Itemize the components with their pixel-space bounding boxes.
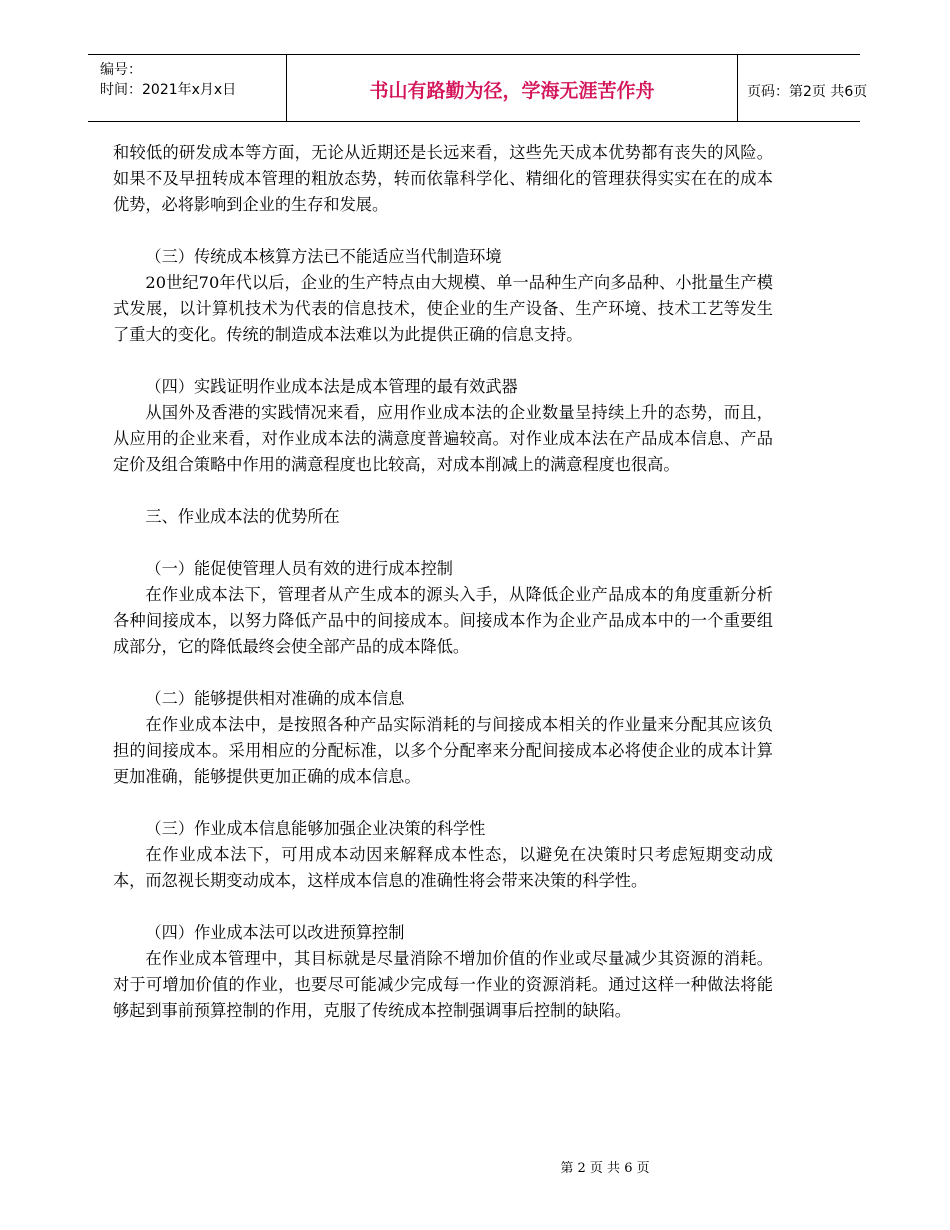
section-heading: （三）传统成本核算方法已不能适应当代制造环境 <box>145 247 502 266</box>
page-header <box>88 54 868 122</box>
body-paragraph: 在作业成本法中，是按照各种产品实际消耗的与间接成本相关的作业量来分配其应该负担的间接成本。采用相应的分配标准，以多个分配率来分配间接成本必将使企业的成本计算更加准确，能够提供更加正确的成本信息。 <box>113 715 773 786</box>
section-heading: 三、作业成本法的优势所在 <box>145 507 340 526</box>
header-right-cell <box>737 55 868 121</box>
section-heading: （四）实践证明作业成本法是成本管理的最有效武器 <box>145 377 518 396</box>
section-heading: （二）能够提供相对准确的成本信息 <box>145 689 405 708</box>
section-heading: （一）能促使管理人员有效的进行成本控制 <box>145 559 453 578</box>
header-motto-cell <box>286 55 738 121</box>
page-footer: 第 2 页 共 6 页 <box>560 1161 650 1176</box>
body-paragraph: 从国外及香港的实践情况来看，应用作业成本法的企业数量呈持续上升的态势，而且，从应用的企业来看，对作业成本法的满意度普遍较高。对作业成本法在产品成本信息、产品定价及组合策略中作用的满意程度也比较高，对成本削减上的满意程度也很高。 <box>113 403 773 474</box>
motto-text: 书山有路勤为径，学海无涯苦作舟 <box>369 80 655 102</box>
time-label: 时间：2021年x月x日 <box>100 82 237 98</box>
body-paragraph: 和较低的研发成本等方面，无论从近期还是长远来看，这些先天成本优势都有丧失的风险。如果不及早扭转成本管理的粗放态势，转而依靠科学化、精细化的管理获得实实在在的成本优势，必将影响到企业的生存和发展。 <box>113 143 773 214</box>
number-label: 编号： <box>100 62 142 78</box>
section-heading: （四）作业成本法可以改进预算控制 <box>145 923 405 942</box>
header-left-cell <box>88 55 286 121</box>
page-code: 页码：第2页 共6页 <box>747 84 868 100</box>
body-paragraph: 在作业成本法下，可用成本动因来解释成本性态，以避免在决策时只考虑短期变动成本，而忽视长期变动成本，这样成本信息的准确性将会带来决策的科学性。 <box>113 845 773 890</box>
body-paragraph: 在作业成本管理中，其目标就是尽量消除不增加价值的作业或尽量减少其资源的消耗。对于可增加价值的作业，也要尽可能减少完成每一作业的资源消耗。通过这样一种做法将能够起到事前预算控制的作用，克服了传统成本控制强调事后控制的缺陷。 <box>113 949 773 1020</box>
body-paragraph: 在作业成本法下，管理者从产生成本的源头入手，从降低企业产品成本的角度重新分析各种间接成本，以努力降低产品中的间接成本。间接成本作为企业产品成本中的一个重要组成部分，它的降低最终会使全部产品的成本降低。 <box>113 585 773 656</box>
body-paragraph: 20世纪70年代以后，企业的生产特点由大规模、单一品种生产向多品种、小批量生产模式发展，以计算机技术为代表的信息技术，使企业的生产设备、生产环境、技术工艺等发生了重大的变化。传统的制造成本法难以为此提供正确的信息支持。 <box>113 273 773 344</box>
document-body <box>113 140 773 1024</box>
section-heading: （三）作业成本信息能够加强企业决策的科学性 <box>145 819 486 838</box>
